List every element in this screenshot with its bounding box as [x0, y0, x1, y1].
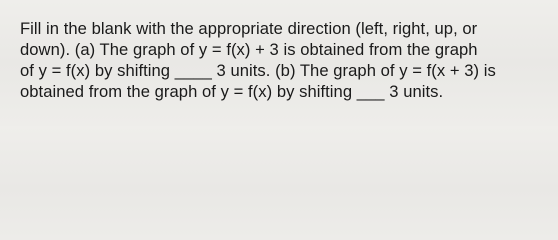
question-line-1: Fill in the blank with the appropriate direction (left, right, up, or: [20, 19, 478, 38]
question-line-3: of y = f(x) by shifting ____ 3 units. (b) The graph of y = f(x + 3) is: [20, 61, 496, 80]
question-line-2: down). (a) The graph of y = f(x) + 3 is obtained from the graph: [20, 40, 478, 59]
question-line-4: obtained from the graph of y = f(x) by shifting ___ 3 units.: [20, 82, 444, 101]
question-text: [20, 18, 540, 102]
